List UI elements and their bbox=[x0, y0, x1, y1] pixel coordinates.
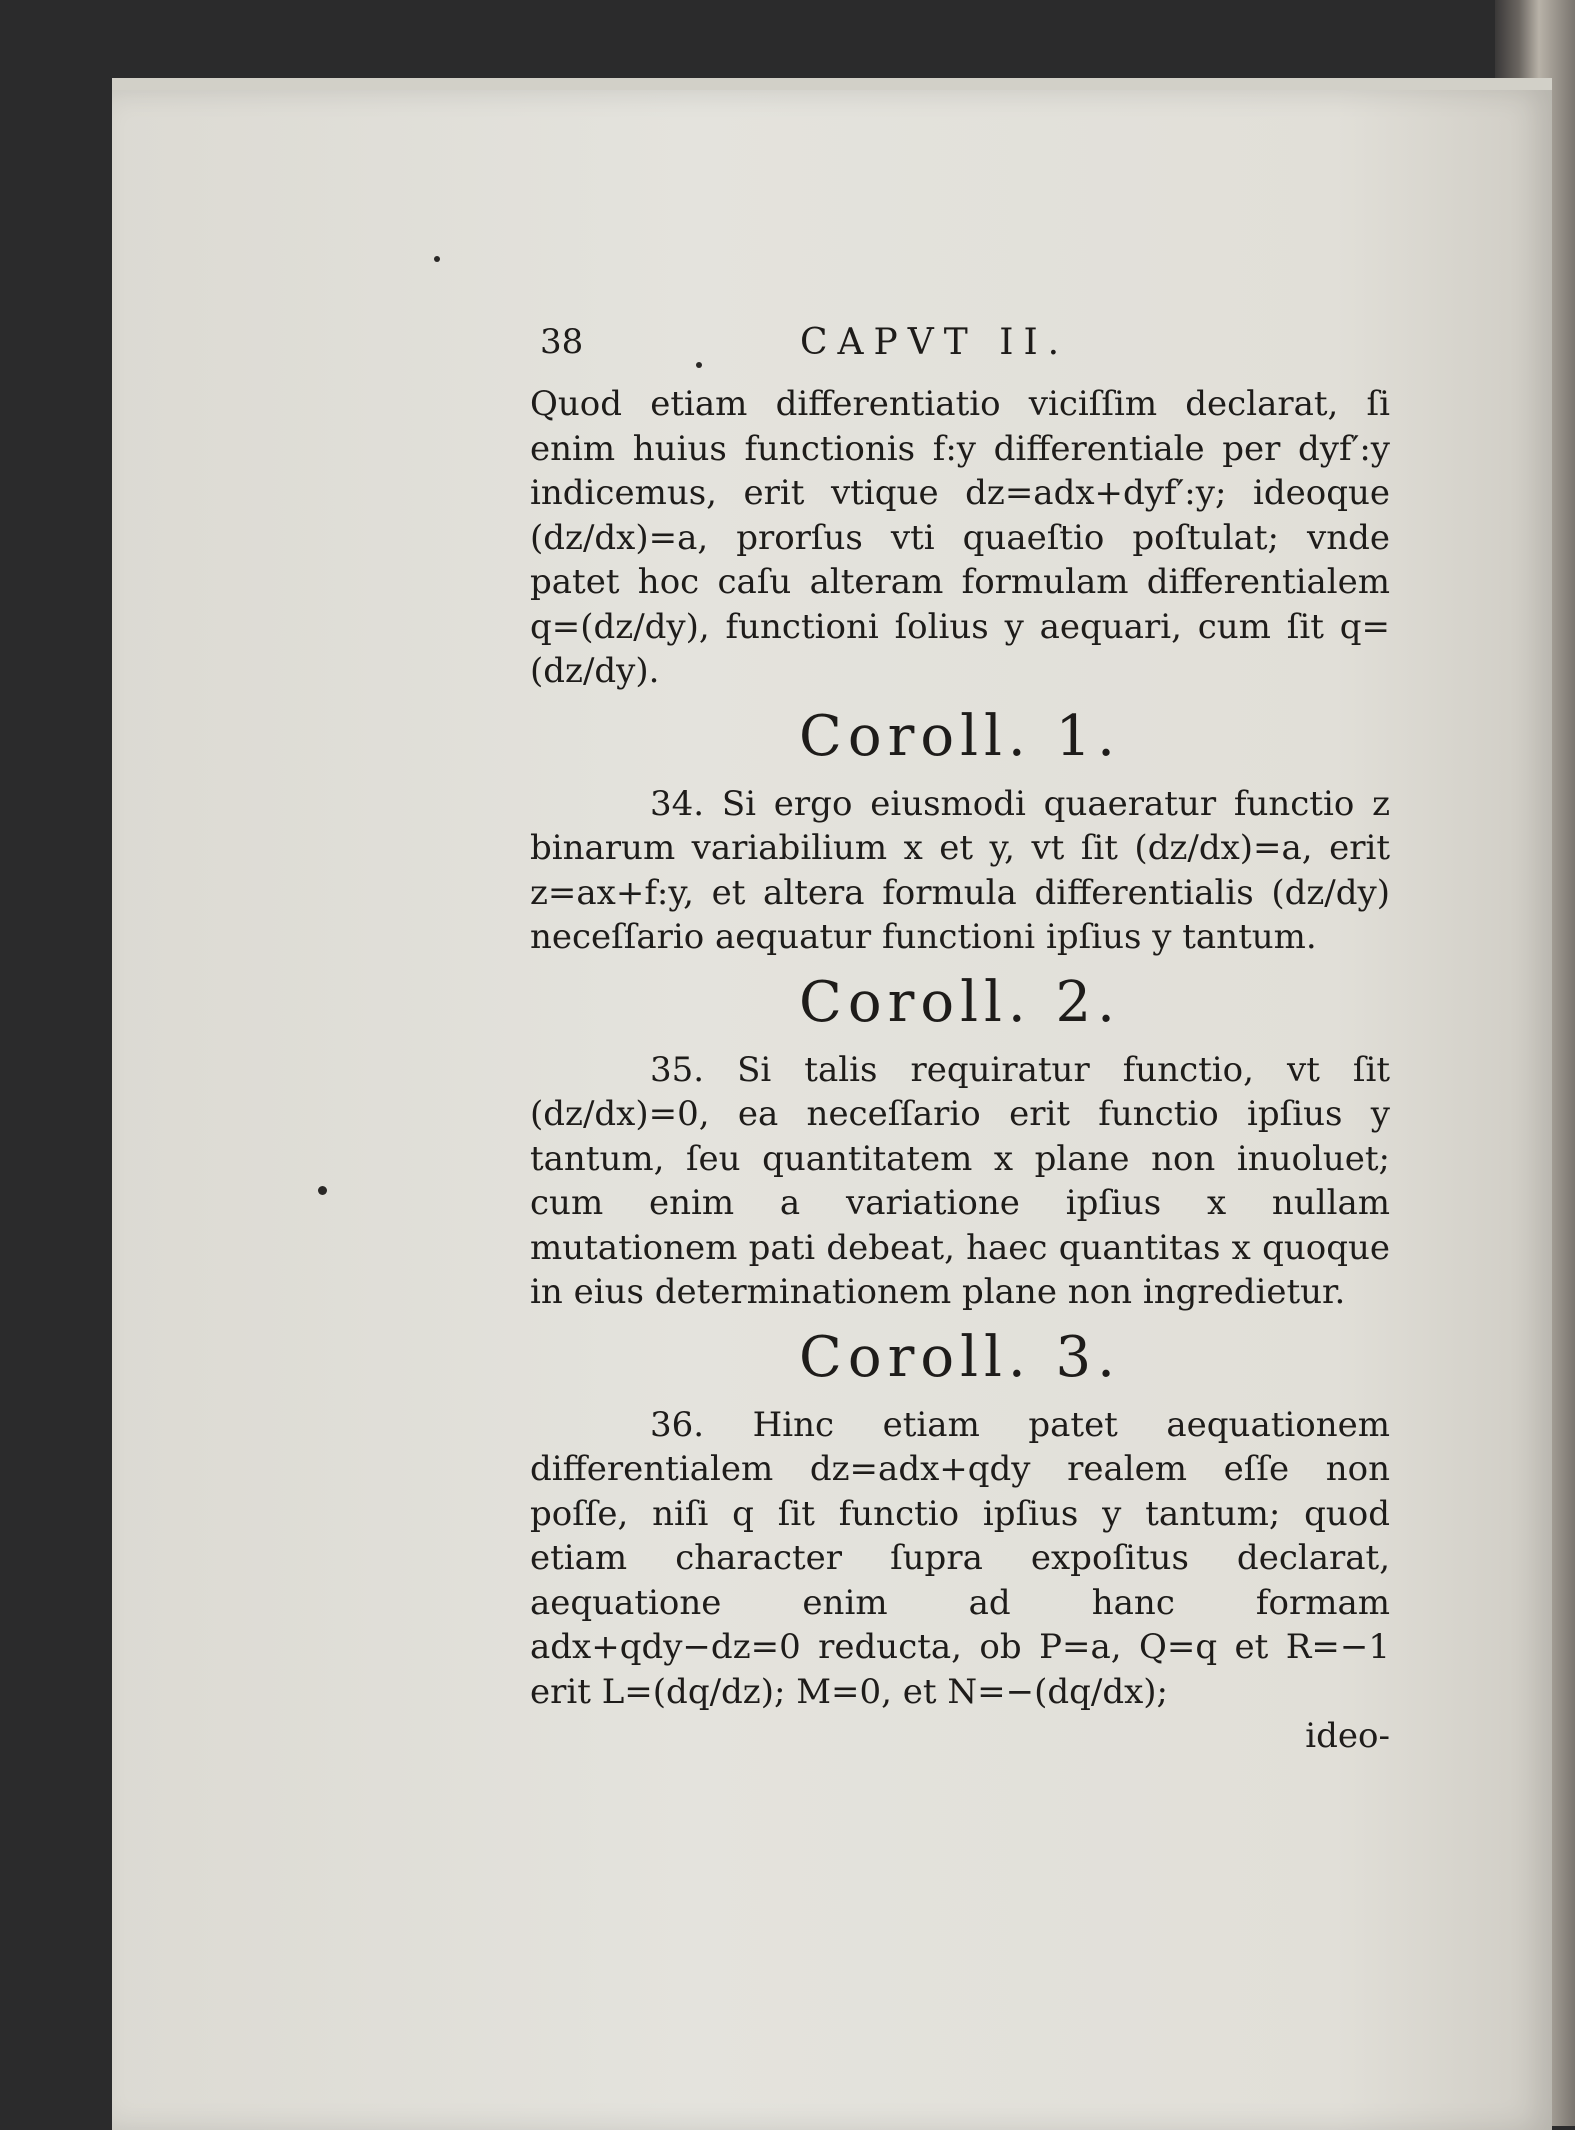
page-number: 38 bbox=[540, 322, 584, 362]
corollary-2-heading: Coroll. 2. bbox=[799, 969, 1121, 1035]
corollary-3-text: 36. Hinc etiam patet aequationem differentialem dz=adx+qdy realem eſſe non poſſe, niſi q ſit functio ipſius y tantum; quod etiam character ſupra expoſitus declarat, aequatione enim ad hanc formam adx+qdy−dz=0 reducta, ob P=a, Q=q et R=−1 erit L=(dq/dz); M=0, et N=−(dq/dx); bbox=[530, 1404, 1390, 1712]
running-head bbox=[530, 312, 1390, 382]
corollary-1-heading: Coroll. 1. bbox=[799, 703, 1121, 769]
intro-paragraph: Quod etiam differentiatio viciſſim declarat, ſi enim huius functionis f:y differentiale per dyf′:y indicemus, erit vtique dz=adx+dyf′:y; ideoque (dz/dx)=a, prorſus vti quaeſtio poſtulat; vnde patet hoc caſu alteram formulam differentialem q=(dz/dy), functioni ſolius y aequari, cum ſit q=(dz/dy). bbox=[530, 384, 1390, 691]
corollary-1-text: 34. Si ergo eiusmodi quaeratur functio z binarum variabilium x et y, vt ſit (dz/dx)=a, erit z=ax+f:y, et altera formula differentialis (dz/dy) neceſſario aequatur functioni ipſius y tantum. bbox=[530, 783, 1390, 957]
catchword: ideo- bbox=[1305, 1716, 1390, 1756]
corollary-3-heading: Coroll. 3. bbox=[799, 1324, 1121, 1390]
ink-speck bbox=[318, 1186, 327, 1195]
text-block bbox=[530, 312, 1390, 1758]
ink-speck bbox=[434, 256, 440, 262]
book-page bbox=[112, 78, 1552, 2130]
corollary-2-text: 35. Si talis requiratur functio, vt ſit (dz/dx)=0, ea neceſſario erit functio ipſius y tantum, ſeu quantitatem x plane non inuoluet; cum enim a variatione ipſius x nullam mutationem pati debeat, haec quantitas x quoque in eius determinationem plane non ingredietur. bbox=[530, 1049, 1390, 1312]
chapter-title: CAPVT II. bbox=[800, 322, 1070, 363]
